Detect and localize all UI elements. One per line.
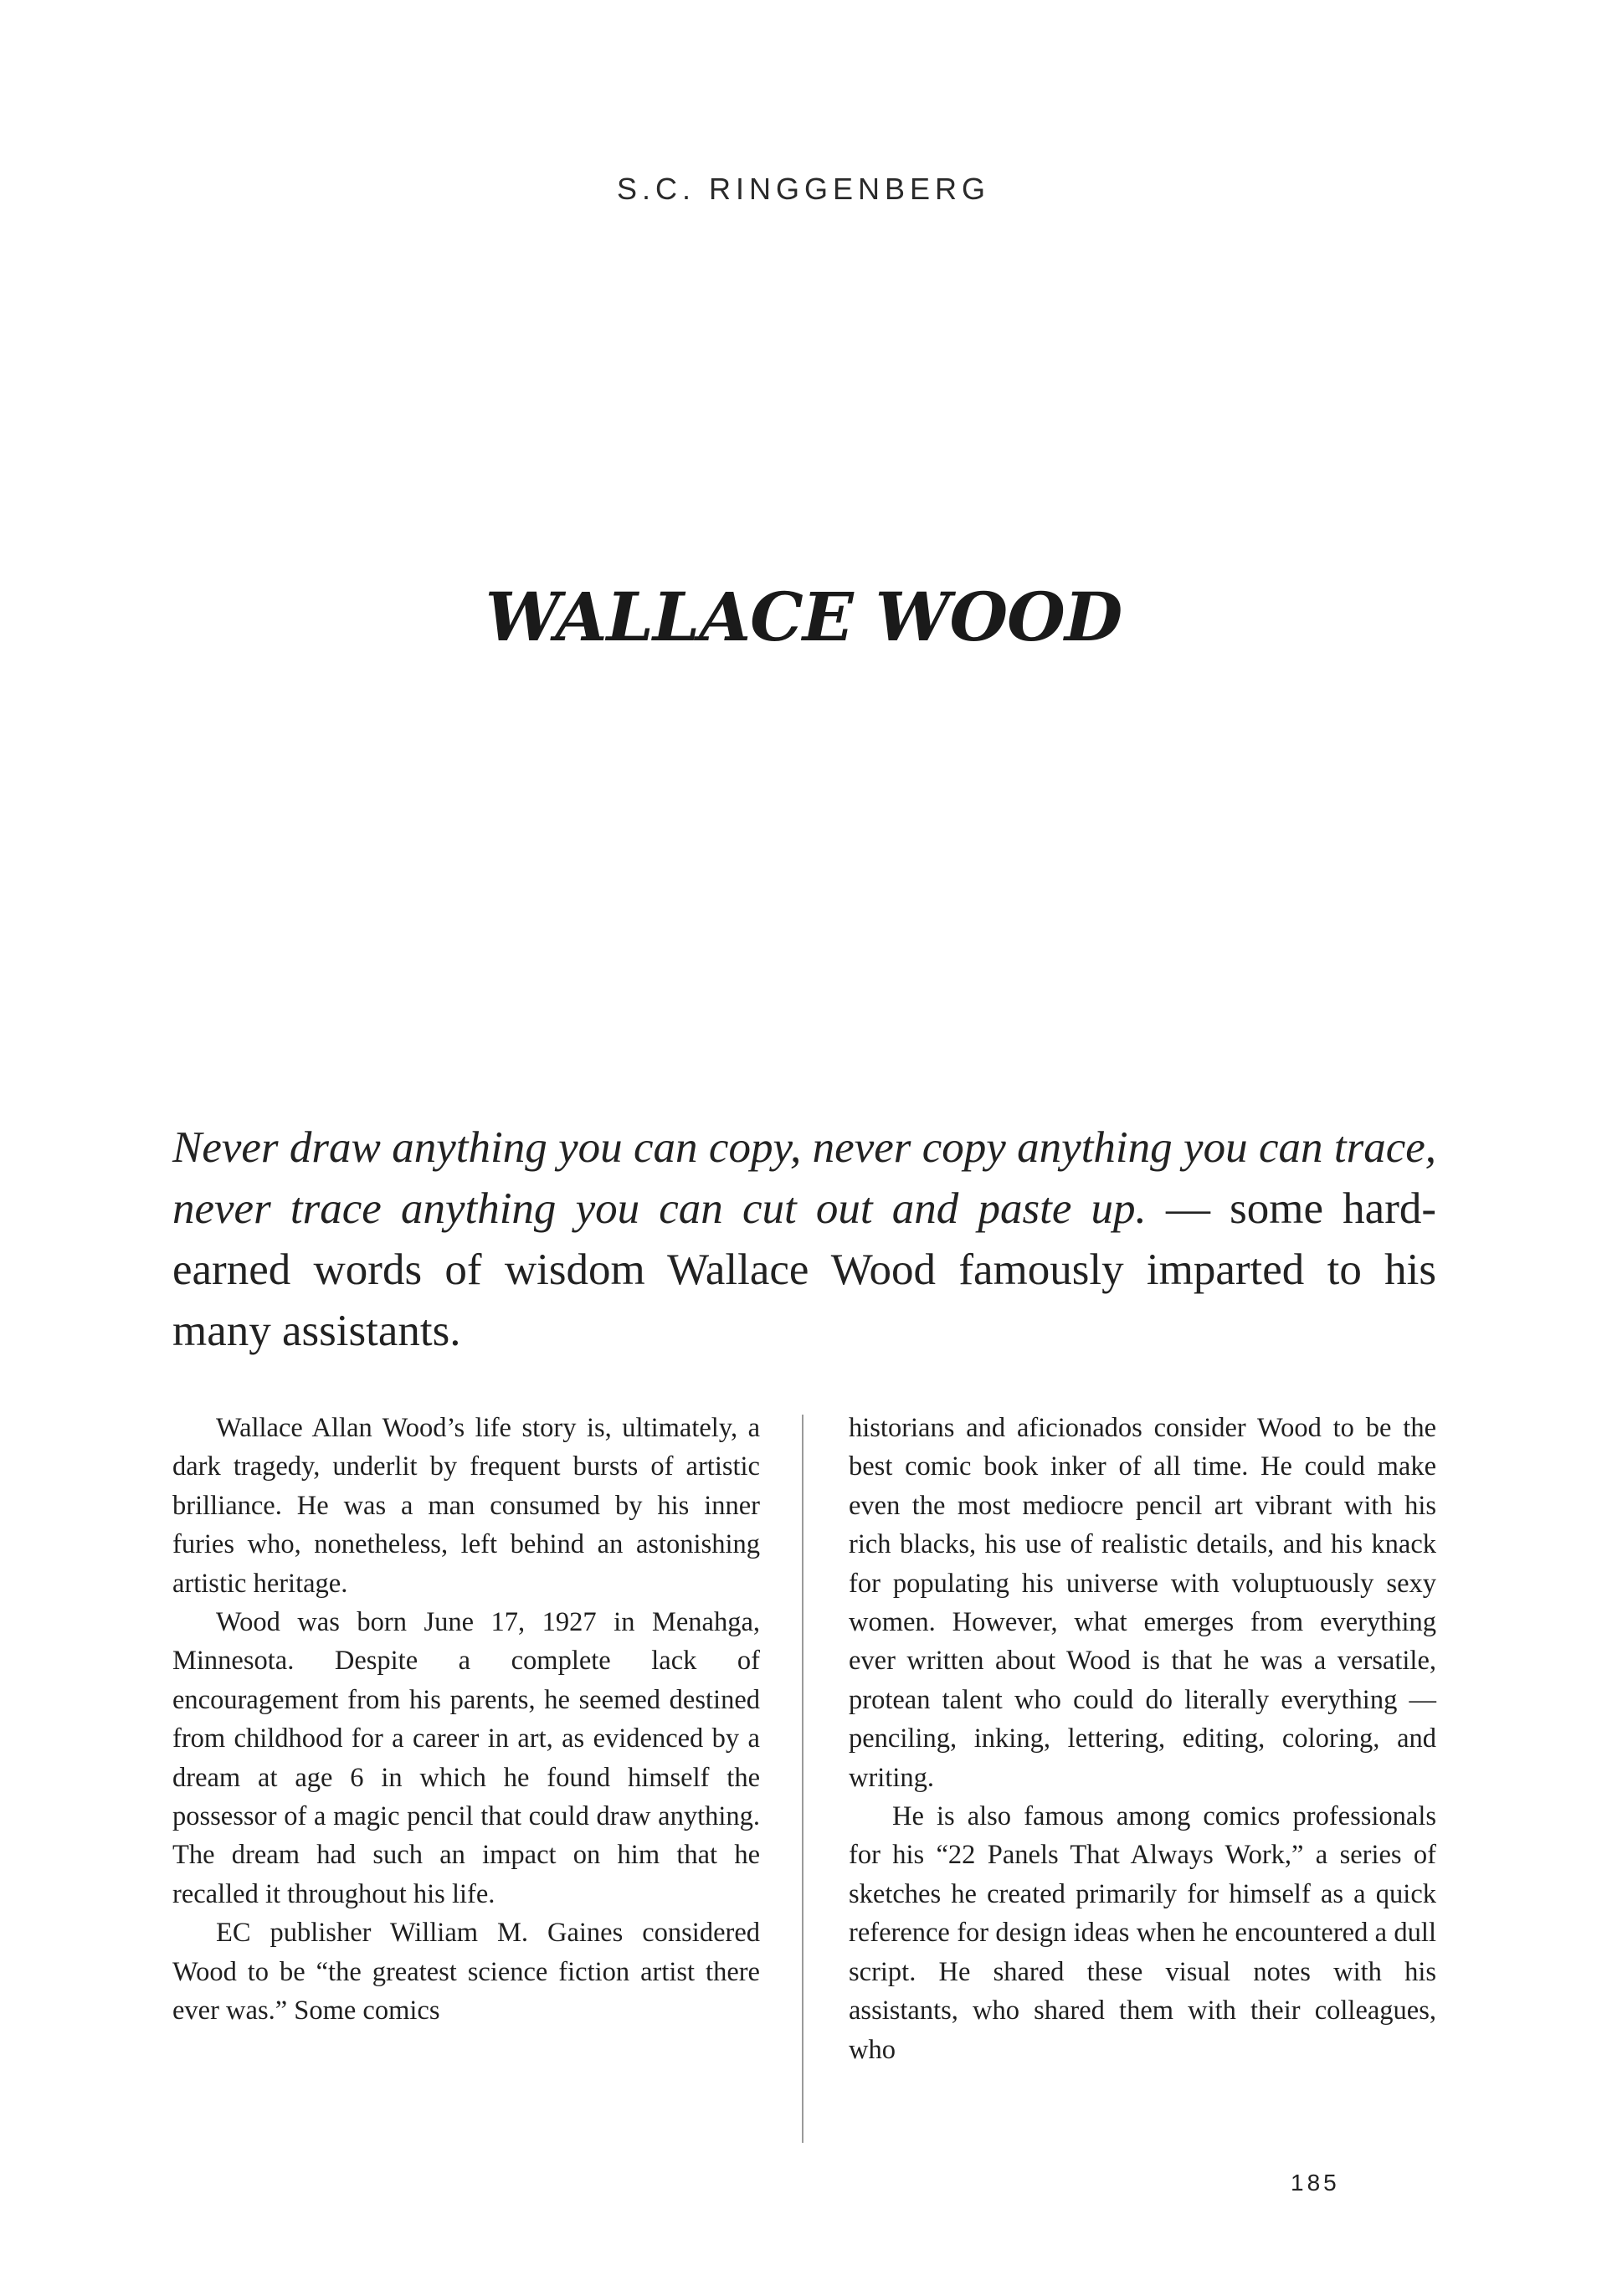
paragraph-continued: historians and aficionados consider Wood to be the best comic book inker of all time. He could make even the most mediocre pencil art vibrant with his rich blacks, his use of realistic details, and his knack for populating his universe with voluptuously sexy women. However, what emerges from everything ever written about Wood is that he was a versatile, protean talent who could do literally everything — penciling, inking, lettering, editing, coloring, and writing. (849, 1413, 1436, 1793)
page-number: 185 (1291, 2170, 1340, 2196)
running-header-author: S.C. RINGGENBERG (616, 172, 991, 206)
paragraph: Wood was born June 17, 1927 in Menahga, Minnesota. Despite a complete lack of encouragement from his parents, he seemed destined from childhood for a career in art, as evidenced by a dream at age 6 in which he found himself the possessor of a magic pencil that could draw anything. The dream had such an impact on him that he recalled it throughout his life. (172, 1607, 760, 1909)
epigraph (172, 1117, 1436, 1362)
paragraph: He is also famous among comics professionals for his “22 Panels That Always Work,” a series of sketches he created primarily for himself as a quick reference for design ideas when he encountered a dull script. He shared these visual notes with his assistants, who shared them with their colleagues, who (849, 1801, 1436, 2065)
right-column (849, 1409, 1436, 2069)
paragraph: EC publisher William M. Gaines considered Wood to be “the greatest science fiction artist there ever was.” Some comics (172, 1918, 760, 2026)
paragraph: Wallace Allan Wood’s life story is, ultimately, a dark tragedy, underlit by frequent bursts of artistic brilliance. He was a man consumed by his inner furies who, nonetheless, left behind an astonishing artistic heritage. (172, 1413, 760, 1599)
left-column (172, 1409, 760, 2031)
epigraph-quote: Never draw anything you can copy, never copy anything you can trace, never trace anything you can cut out and paste up. (172, 1123, 1436, 1233)
epigraph-attribution: — some hard-earned words of wisdom Wallace Wood famously imparted to his many assistants. (172, 1184, 1436, 1355)
column-divider (802, 1415, 804, 2143)
chapter-title: WALLACE WOOD (485, 578, 1122, 656)
body-columns (172, 1409, 1436, 2145)
